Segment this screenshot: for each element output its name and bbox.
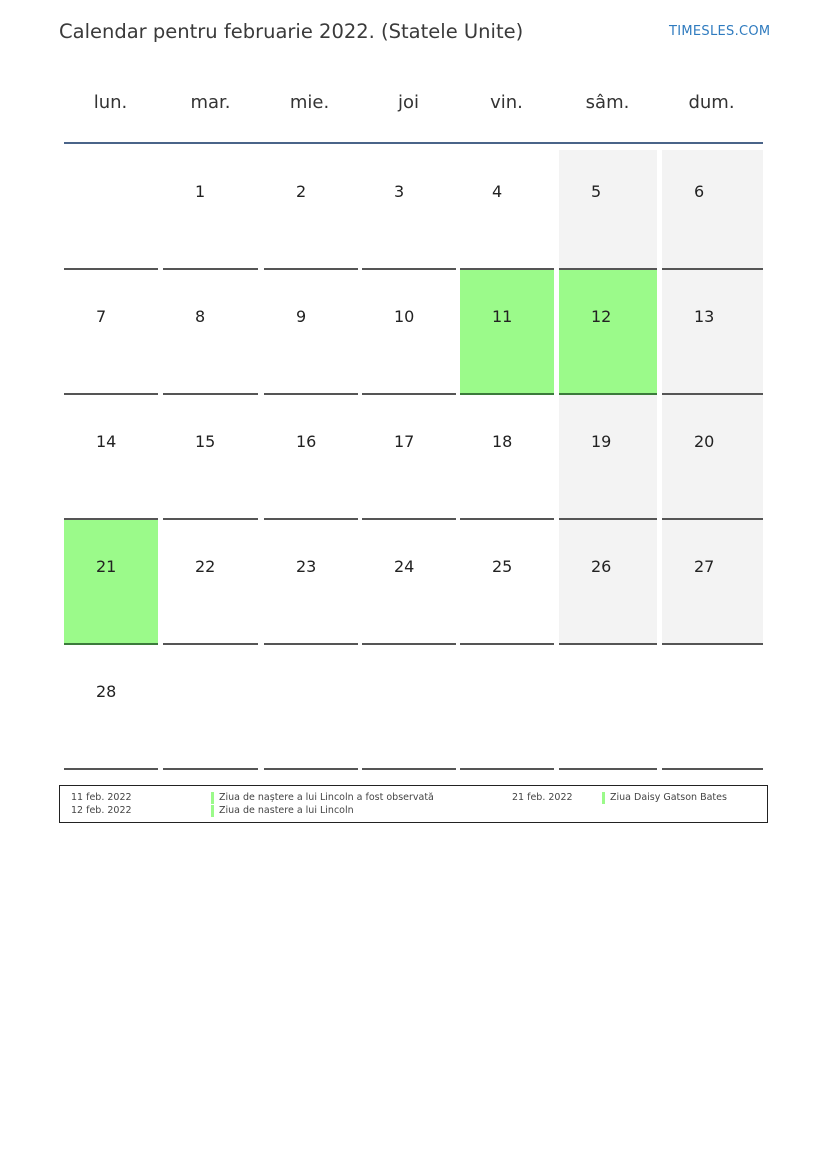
day-number: 23: [296, 557, 317, 576]
day-number: 26: [591, 557, 612, 576]
day-number: 10: [394, 307, 415, 326]
day-cell: [64, 645, 158, 770]
day-cell: [362, 270, 456, 395]
page-title: Calendar pentru februarie 2022. (Statele Unite): [59, 20, 524, 43]
day-number: 3: [394, 182, 405, 201]
day-cell: [163, 520, 258, 645]
day-cell: [460, 645, 554, 770]
day-number: 12: [591, 307, 612, 326]
day-number: 6: [694, 182, 705, 201]
weekday-label: joi: [397, 92, 419, 113]
day-cell: [559, 270, 657, 395]
day-number: 20: [694, 432, 715, 451]
day-cell: [163, 395, 258, 520]
day-cell: [64, 520, 158, 645]
day-cell: [264, 270, 358, 395]
legend-date: 12 feb. 2022: [71, 805, 132, 816]
day-cell: [163, 645, 258, 770]
legend-date: 21 feb. 2022: [512, 792, 573, 803]
day-cell: [559, 645, 657, 770]
day-number: 19: [591, 432, 612, 451]
day-number: 1: [195, 182, 206, 201]
legend-marker: [211, 792, 214, 804]
day-number: 27: [694, 557, 715, 576]
legend-name: Ziua Daisy Gatson Bates: [610, 792, 727, 803]
day-cell: [662, 520, 763, 645]
day-number: 4: [492, 182, 503, 201]
day-number: 21: [96, 557, 117, 576]
day-cell: [362, 645, 456, 770]
day-cell: [662, 645, 763, 770]
header-divider: [64, 142, 763, 144]
weekday-label: sâm.: [585, 92, 630, 113]
legend-marker: [602, 792, 605, 804]
day-cell: [559, 520, 657, 645]
holiday-legend: [59, 785, 768, 823]
day-number: 17: [394, 432, 415, 451]
day-cell: [662, 395, 763, 520]
day-cell: [559, 150, 657, 270]
day-cell: [64, 150, 158, 270]
day-cell: [264, 645, 358, 770]
day-number: 5: [591, 182, 602, 201]
weekday-label: mie.: [289, 92, 330, 113]
day-cell: [163, 270, 258, 395]
day-cell: [362, 520, 456, 645]
day-cell: [264, 150, 358, 270]
day-cell: [64, 270, 158, 395]
legend-date: 11 feb. 2022: [71, 792, 132, 803]
day-number: 22: [195, 557, 216, 576]
day-number: 11: [492, 307, 513, 326]
day-number: 9: [296, 307, 307, 326]
legend-name: Ziua de nastere a lui Lincoln: [219, 805, 354, 816]
day-cell: [460, 150, 554, 270]
legend-marker: [211, 805, 214, 817]
legend-name: Ziua de naștere a lui Lincoln a fost observată: [219, 792, 434, 803]
day-number: 13: [694, 307, 715, 326]
day-number: 18: [492, 432, 513, 451]
day-cell: [264, 520, 358, 645]
weekday-label: dum.: [688, 92, 735, 113]
day-cell: [460, 270, 554, 395]
day-number: 14: [96, 432, 117, 451]
day-cell: [163, 150, 258, 270]
day-number: 8: [195, 307, 206, 326]
day-number: 28: [96, 682, 117, 701]
day-number: 24: [394, 557, 415, 576]
day-cell: [662, 150, 763, 270]
day-cell: [264, 395, 358, 520]
weekday-label: vin.: [490, 92, 523, 113]
day-cell: [64, 395, 158, 520]
day-cell: [460, 395, 554, 520]
day-number: 15: [195, 432, 216, 451]
weekday-label: lun.: [93, 92, 128, 113]
day-number: 25: [492, 557, 513, 576]
day-cell: [460, 520, 554, 645]
day-number: 16: [296, 432, 317, 451]
day-cell: [559, 395, 657, 520]
day-number: 2: [296, 182, 307, 201]
day-cell: [662, 270, 763, 395]
day-number: 7: [96, 307, 107, 326]
day-cell: [362, 150, 456, 270]
day-cell: [362, 395, 456, 520]
brand-link[interactable]: TIMESLES.COM: [669, 24, 771, 39]
weekday-label: mar.: [190, 92, 231, 113]
